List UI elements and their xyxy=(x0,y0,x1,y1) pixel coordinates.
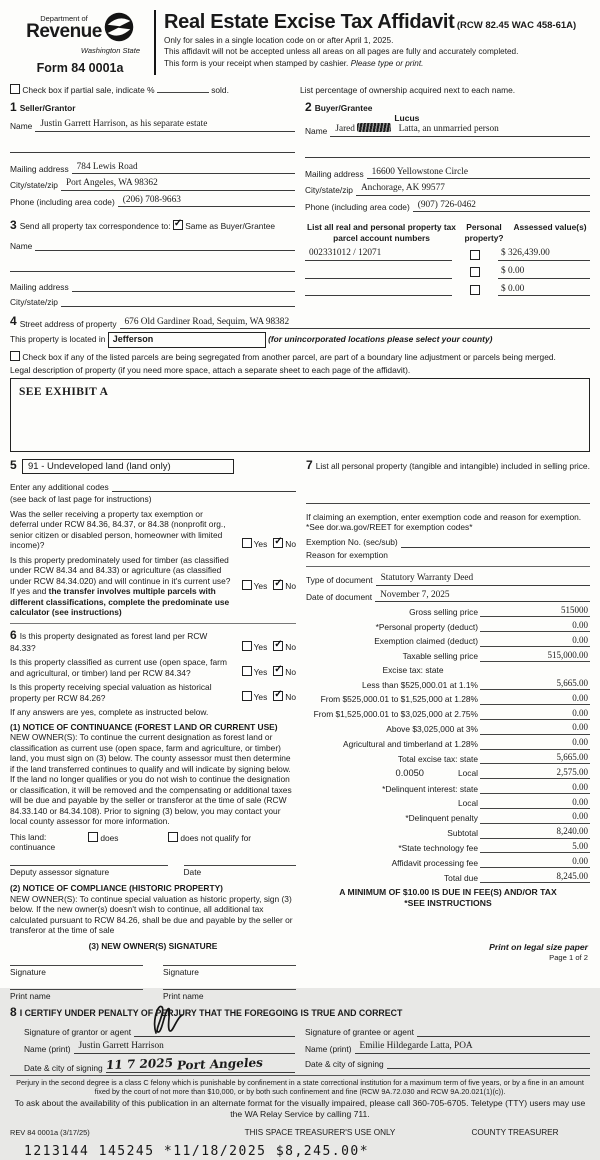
grantor-name-label: Name (print) xyxy=(24,1043,71,1054)
right-column xyxy=(306,458,590,1002)
page-title: Real Estate Excise Tax Affidavit xyxy=(164,11,455,33)
section-2-buyer xyxy=(305,100,590,212)
see-instructions-note: *SEE INSTRUCTIONS xyxy=(404,897,492,908)
parcel-number-field[interactable]: 002331012 / 12071 xyxy=(305,247,452,261)
parcel-2-personal-checkbox[interactable] xyxy=(470,267,480,277)
section-6-number: 6 xyxy=(10,627,17,642)
exemption-no-field[interactable] xyxy=(401,536,590,548)
section-8-number: 8 xyxy=(10,1005,17,1020)
notice2-body: NEW OWNER(S): To continue special valuation as historic property, sign (3) below. If the new owner(s) doesn't wish to continue, all additional tax calculated pursuant to RCW 84.26, shall be due and payable by the seller or transferor at the time of sale xyxy=(10,893,293,936)
segregated-label: Check box if any of the listed parcels are being segregated from another parcel, are part of a boundary line adjustment or parcels being merged. xyxy=(22,351,556,362)
tax-value-field[interactable]: 0.00 xyxy=(480,635,590,647)
tax-value-field[interactable]: 0.00 xyxy=(480,693,590,705)
parcel-row xyxy=(305,247,590,261)
grantor-signature-scribble xyxy=(142,1001,202,1038)
s7-text: List all personal property (tangible and intangible) included in selling price. xyxy=(315,460,590,471)
s6-q2-yes-checkbox[interactable] xyxy=(242,666,252,676)
grantor-date-label: Date & city of signing xyxy=(24,1062,103,1073)
segregated-checkbox[interactable] xyxy=(10,351,20,361)
deputy-date-field[interactable]: Date xyxy=(184,865,297,878)
corr-name2-field[interactable] xyxy=(10,260,295,272)
new-owner-signature-2-field[interactable]: Signature xyxy=(163,965,296,978)
doc-type-field[interactable]: Statutory Warranty Deed xyxy=(376,572,590,586)
header-note-2: This affidavit will not be accepted unless all areas on all pages are fully and accurately completed. xyxy=(164,47,519,57)
notice1-title: (1) NOTICE OF CONTINUANCE (FOREST LAND OR CURRENT USE) xyxy=(10,721,278,732)
grantor-signature-label: Signature of grantor or agent xyxy=(24,1026,132,1037)
tax-row: *Personal property (deduct) 0.00 xyxy=(375,619,588,632)
tax-row: Local 0.00 xyxy=(457,796,588,809)
land-use-code-select[interactable]: 91 - Undeveloped land (land only) xyxy=(22,459,234,475)
seller-phone-label: Phone (including area code) xyxy=(10,196,115,207)
same-as-buyer-label: Same as Buyer/Grantee xyxy=(185,221,276,232)
tty-note: To ask about the availability of this publication in an alternate format for the visually impaired, please call 360-705-6705. Teletype (TTY) users may use the WA Relay Service by calling 711. xyxy=(14,1098,586,1119)
s6-q3-no-checkbox[interactable] xyxy=(273,691,283,701)
buyer-phone-label: Phone (including area code) xyxy=(305,201,410,212)
doc-type-label: Type of document xyxy=(306,575,373,586)
tax-row: Subtotal 8,240.00 xyxy=(447,826,588,839)
street-address-field[interactable]: 676 Old Gardiner Road, Sequim, WA 98382 xyxy=(120,316,590,330)
treasurer-stamp: 1213144 145245 *11/18/2025 $8,245.00* xyxy=(24,1143,370,1159)
new-owner-print-2-field[interactable]: Print name xyxy=(163,989,296,1002)
parcel-3-personal-checkbox[interactable] xyxy=(470,285,480,295)
excise-tax-state-header: Excise tax: state xyxy=(382,664,444,675)
seller-name-field[interactable]: Justin Garrett Harrison, as his separate estate xyxy=(35,118,295,132)
corr-name-field[interactable] xyxy=(35,239,295,251)
buyer-csz-label: City/state/zip xyxy=(305,185,353,196)
county-note: (for unincorporated locations please select your county) xyxy=(268,334,493,345)
rev-number: REV 84 0001a (3/17/25) xyxy=(10,1127,90,1137)
legal-description-box[interactable] xyxy=(10,378,590,452)
page-indicator: Page 1 of 2 xyxy=(549,952,588,962)
section-8-certification xyxy=(10,1005,590,1073)
perjury-statement: Perjury in the second degree is a class C felony which is punishable by confinement in a state correctional institution for a maximum term of five years, or by a fine in an amount fixed by the court of not more than $10,000, or by both such confinement and fine (RCW 9A.72.030 and RCW 9A.20.021(1)(c)). xyxy=(16,1078,584,1097)
parcel-2-value-field[interactable]: $ 0.00 xyxy=(498,265,590,279)
grantee-signature-field[interactable] xyxy=(417,1025,590,1037)
corr-name-label: Name xyxy=(10,240,33,251)
parcel-3-value-field[interactable]: $ 0.00 xyxy=(498,283,590,297)
county-select[interactable]: Jefferson xyxy=(108,332,266,347)
grantee-name-label: Name (print) xyxy=(305,1043,352,1054)
tax-value-field[interactable]: 0.00 xyxy=(480,737,590,749)
grantee-signature-label: Signature of grantee or agent xyxy=(305,1026,414,1037)
tax-value-field[interactable]: 8,240.00 xyxy=(480,826,590,838)
grantor-name-field[interactable]: Justin Garrett Harrison xyxy=(74,1040,295,1054)
certify-statement: I CERTIFY UNDER PENALTY OF PERJURY THAT THE FOREGOING IS TRUE AND CORRECT xyxy=(19,1008,403,1019)
same-as-buyer-checkbox[interactable] xyxy=(173,220,183,230)
buyer-name2-field[interactable] xyxy=(305,146,590,158)
tax-value-field[interactable]: 2,575.00 xyxy=(480,767,590,779)
crossed-out-text xyxy=(357,123,391,132)
seller-name2-field[interactable] xyxy=(10,141,295,153)
legal-description-label: Legal description of property (if you need more space, attach a separate sheet to each page of the affidavit). xyxy=(10,365,411,376)
partial-sale-checkbox[interactable] xyxy=(10,84,20,94)
corr-mailing-label: Mailing address xyxy=(10,281,69,292)
s5-q2-text: Is this property predominately used for timber (as classified under RCW 84.34 and 84.33) or agriculture (as classified under RCW 84.34.020) and will continue in it's current use? If yes and the transfer involves multiple parcels with different classifications, complete the predominate use calculator (see instructions) xyxy=(10,554,231,618)
land-does-not-checkbox[interactable] xyxy=(168,832,178,842)
grantor-date-field[interactable]: 11 7 2025 Port Angeles xyxy=(106,1057,295,1073)
tax-value-field[interactable]: 0.00 xyxy=(480,797,590,809)
s5-q1-yes-checkbox[interactable] xyxy=(242,538,252,548)
seller-mailing-field[interactable]: 784 Lewis Road xyxy=(72,161,295,175)
tax-row: From $1,525,000.01 to $3,025,000 at 2.75% 0.00 xyxy=(313,707,588,720)
tax-row: Exemption claimed (deduct) 0.00 xyxy=(374,634,588,647)
tax-row: Taxable selling price 515,000.00 xyxy=(402,649,588,662)
partial-sold-label: sold. xyxy=(211,84,229,95)
tax-row: Gross selling price 515000 xyxy=(409,605,588,617)
form-header xyxy=(10,8,590,77)
header-note-1: Only for sales in a single location code on or after April 1, 2025. xyxy=(164,36,394,45)
tax-row: *Delinquent interest: state 0.00 xyxy=(382,781,588,794)
dor-swirl-logo-icon xyxy=(104,12,134,45)
washington-state-label: Washington State xyxy=(80,45,140,55)
print-legal-note: Print on legal size paper xyxy=(489,941,588,952)
this-land-label: This land: continuance xyxy=(10,831,56,853)
tax-value-field[interactable]: 0.00 xyxy=(480,782,590,794)
grantee-name-field[interactable]: Emilie Hildegarde Latta, POA xyxy=(355,1040,590,1054)
corr-csz-label: City/state/zip xyxy=(10,296,58,307)
notice2-title: (2) NOTICE OF COMPLIANCE (HISTORIC PROPERTY) xyxy=(10,883,223,894)
located-in-label: This property is located in xyxy=(10,334,106,345)
exemption-note: If claiming an exemption, enter exemption code and reason for exemption. *See dor.wa.gov/REET for exemption codes* xyxy=(306,511,582,533)
s5-q1-text: Was the seller receiving a property tax exemption or deferral under RCW 84.36, 84.37, or 84.38 (nonprofit org., senior citizen or disabled person, homeowner with limited income)? xyxy=(10,508,226,551)
tax-value-field[interactable]: 5.00 xyxy=(480,841,590,853)
tax-value-field[interactable]: 0.00 xyxy=(480,811,590,823)
buyer-mailing-label: Mailing address xyxy=(305,168,364,179)
personal-property-header: Personal property? xyxy=(464,222,504,243)
tax-row: 0.0050 Local 2,575.00 xyxy=(395,766,588,778)
seller-phone-field[interactable]: (206) 708-9663 xyxy=(118,194,295,208)
s5-q2-yes-checkbox[interactable] xyxy=(242,580,252,590)
s6-q2-no-checkbox[interactable] xyxy=(273,666,283,676)
exemption-no-label: Exemption No. (sec/sub) xyxy=(306,537,398,548)
s6-q3-text: Is this property receiving special valuation as historical property per RCW 84.26? xyxy=(10,682,212,703)
left-column: 5 91 - Undeveloped land (land only) Enter any additional codes (see back of last page for instructions) Was the seller receiving a property tax exemption or deferral under RCW 84.36, 84.37, or 84.38 (nonprofit org., senior citizen or disabled person, homeowner with limited income)? Yes ✓ No Is this property predominately used for timber (as classified under RCW 84.34 and 84.33) or agriculture (as classified under RCW 84.34.020) and will continue in it's current use? If yes and the transfer involves multiple parcels with different classifications, complete the predominate use calculator (see instructions) Yes ✓ No 6 Is this property designated as forest land per RCW 84.33? Yes ✓ No Is this property classified as current use (open space, farm and agricultural, or timber) land per RCW 84.34? Yes ✓ No Is this property receiving special valuation as historical property per RCW 84.26? Yes ✓ No If any answers are yes, complete as instructed below. (1) NOTICE OF CONTINUANCE (FOREST LAND OR CURRENT USE) NEW OWNER(S): To continue the current designation as forest land or classification as current use (open space, farm and agriculture, or timber) land, you must sign on (3) below. The county assessor must then determine if the land transferred continues to qualify and will indicate by signing below. If the land no longer qualifies or you do not wish to continue the designation or classification, it will be removed and the compensating or additional taxes will be due and payable by the seller or transferor at the time of sale (RCW 84.33.140 or 84.34.108). Prior to signing (3) below, you may contact your local county assessor for more information. This land: continuance does does not qualify for Deputy assessor signature Date (2) NOTICE OF COMPLIANCE (HISTORIC PROPERTY) NEW OWNER(S): To continue special valuation as historic property, sign (3) below. If the new owner(s) doesn't wish to continue, all additional tax calculated pursuant to RCW 84.26, shall be due and payable by the seller or transferor at the time of sale (3) NEW OWNER(S) SIGNATURE Signature Signature Print name Print name xyxy=(10,458,296,1002)
section-1-number: 1 xyxy=(10,100,17,114)
ownership-percent-note: List percentage of ownership acquired next to each name. xyxy=(300,84,516,95)
parcel-1-value-field[interactable]: $ 326,439.00 xyxy=(498,247,590,261)
rcw-citation: (RCW 82.45 WAC 458-61A) xyxy=(456,20,577,31)
notice1-body: NEW OWNER(S): To continue the current designation as forest land or classification as current use (open space, farm and agriculture, or timber) land, you must sign on (3) below. The county assessor must then determine if the land transferred continues to qualify and will indicate by signing below. If the land no longer qualifies or you do not wish to continue the designation or classification, it will be removed and the compensating or additional taxes will be due and payable by the seller or transferor at the time of sale (RCW 84.33.140 or 84.34.108). Prior to signing (3) below, you may contact your local county assessor for more information. xyxy=(10,732,292,827)
doc-date-field[interactable]: November 7, 2025 xyxy=(375,589,590,603)
parcel-table xyxy=(305,218,590,307)
parcel-number-field[interactable] xyxy=(305,265,452,279)
see-back-note: (see back of last page for instructions) xyxy=(10,494,152,505)
s6-q1-yes-checkbox[interactable] xyxy=(242,641,252,651)
corr-mailing-field[interactable] xyxy=(72,280,295,292)
s6-q1-no-checkbox[interactable] xyxy=(273,641,283,651)
tax-value-field[interactable]: 8,245.00 xyxy=(480,871,590,883)
tax-row: Affidavit processing fee 0.00 xyxy=(391,856,588,868)
seller-name-label: Name xyxy=(10,121,33,132)
s6-q2-text: Is this property classified as current use (open space, farm and agricultural, or timber) land per RCW 84.34? xyxy=(10,657,227,678)
seller-csz-field[interactable]: Port Angeles, WA 98362 xyxy=(61,177,295,191)
form-number: Form 84 0001a xyxy=(36,60,124,75)
street-address-label: Street address of property xyxy=(19,318,117,329)
land-qualify-row: This land: continuance does does not qualify for xyxy=(10,831,252,853)
tax-value-field[interactable]: 515,000.00 xyxy=(480,650,590,662)
partial-sale-row xyxy=(10,84,229,96)
grantee-date-label: Date & city of signing xyxy=(305,1058,384,1069)
seller-csz-label: City/state/zip xyxy=(10,180,58,191)
new-owner-print-1-field[interactable]: Print name xyxy=(10,989,143,1002)
partial-percent-field[interactable] xyxy=(157,92,209,93)
buyer-mailing-field[interactable]: 16600 Yellowstone Circle xyxy=(367,166,590,180)
tax-value-field[interactable]: 0.00 xyxy=(480,620,590,632)
seller-heading: Seller/Grantor xyxy=(19,103,76,113)
minimum-due-note: A MINIMUM OF $10.00 IS DUE IN FEE(S) AND/OR TAX xyxy=(339,887,557,898)
parcel-row xyxy=(305,283,590,297)
section-6: 6 Is this property designated as forest land per RCW 84.33? Yes ✓ No Is this property classified as current use (open space, farm and agricultural, or timber) land per RCW 84.34? Yes ✓ No Is this property receiving special valuation as historical property per RCW 84.26? Yes ✓ No If any answers are yes, complete as instructed below. (1) NOTICE OF CONTINUANCE (FOREST LAND OR CURRENT USE) NEW OWNER(S): To continue the current designation as forest land or classification as current use (open space, farm and agriculture, or timber) land, you must sign on (3) below. The county assessor must then determine if the land transferred continues to qualify and will indicate by signing below. If the land no longer qualifies or you do not wish to continue the designation or classification, it will be removed and the compensating or additional taxes will be due and payable by the seller or transferor at the time of sale (RCW 84.33.140 or 84.34.108). Prior to signing (3) below, you may contact your local county assessor for more information. This land: continuance does does not qualify for Deputy assessor signature Date (2) NOTICE OF COMPLIANCE (HISTORIC PROPERTY) NEW OWNER(S): To continue special valuation as historic property, sign (3) below. If the new owner(s) doesn't wish to continue, all additional tax calculated pursuant to RCW 84.26, shall be due and payable by the seller or transferor at the time of sale (3) NEW OWNER(S) SIGNATURE Signature Signature Print name Print name xyxy=(10,623,296,1002)
tax-row: Agricultural and timberland at 1.28% 0.00 xyxy=(342,737,588,749)
buyer-phone-field[interactable]: (907) 726-0462 xyxy=(413,199,590,213)
buyer-name-field[interactable]: Lucus Jared Latta, an unmarried person xyxy=(330,123,590,137)
section-3-correspondence xyxy=(10,218,295,307)
legal-description-value: SEE EXHIBIT A xyxy=(19,385,109,398)
seller-mailing-label: Mailing address xyxy=(10,163,69,174)
reason-exemption-label: Reason for exemption xyxy=(306,549,388,560)
new-owner-signature-1-field[interactable]: Signature xyxy=(10,965,143,978)
section-7-number: 7 xyxy=(306,457,313,472)
correspondence-label: Send all property tax correspondence to: xyxy=(19,221,171,232)
section-1-seller xyxy=(10,100,295,212)
assessed-values-header: Assessed value(s) xyxy=(513,222,587,233)
section-4-number: 4 xyxy=(10,314,17,329)
s6-note: If any answers are yes, complete as instructed below. xyxy=(10,707,209,718)
section-3-number: 3 xyxy=(10,218,17,233)
additional-codes-label: Enter any additional codes xyxy=(10,481,109,492)
buyer-name-label: Name xyxy=(305,126,328,137)
tax-row: Above $3,025,000 at 3% 0.00 xyxy=(386,722,588,735)
parcel-1-personal-checkbox[interactable] xyxy=(470,250,480,260)
partial-sale-label: Check box if partial sale, indicate % xyxy=(22,84,155,95)
corr-csz-field[interactable] xyxy=(61,295,295,307)
handwritten-correction: Lucus xyxy=(394,113,420,123)
tax-value-field[interactable]: 0.00 xyxy=(480,722,590,734)
tax-row: Less than $525,000.01 at 1.1% 5,665.00 xyxy=(362,677,588,690)
s5-q2-no-checkbox[interactable] xyxy=(273,580,283,590)
buyer-csz-field[interactable]: Anchorage, AK 99577 xyxy=(356,182,590,196)
s5-q1-no-checkbox[interactable] xyxy=(273,538,283,548)
revenue-wordmark: Revenue xyxy=(26,21,102,43)
s6-q3-yes-checkbox[interactable] xyxy=(242,691,252,701)
section-5-number: 5 xyxy=(10,457,17,472)
dept-of-label: Department of xyxy=(40,14,88,23)
tax-value-field[interactable]: 5,665.00 xyxy=(480,752,590,764)
header-note-3: This form is your receipt when stamped by cashier. Please type or print. xyxy=(164,58,424,68)
parcel-row xyxy=(305,265,590,279)
personal-property-list-field[interactable] xyxy=(306,473,590,504)
header-divider xyxy=(154,10,156,75)
tax-row: From $525,000.01 to $1,525,000 at 1.28% 0.00 xyxy=(320,692,588,705)
deputy-assessor-signature-field[interactable]: Deputy assessor signature xyxy=(10,865,168,878)
land-does-checkbox[interactable] xyxy=(88,832,98,842)
grantee-date-field[interactable] xyxy=(387,1057,590,1069)
parcel-numbers-header: List all real and personal property tax parcel account numbers xyxy=(307,222,456,243)
section-2-number: 2 xyxy=(305,100,312,114)
dor-logo-block xyxy=(10,8,150,77)
buyer-heading: Buyer/Grantee xyxy=(314,103,373,113)
tax-value-field[interactable]: 0.00 xyxy=(480,708,590,720)
additional-codes-field[interactable] xyxy=(112,480,296,492)
tax-row: Total due 8,245.00 xyxy=(444,870,588,883)
tax-value-field[interactable]: 0.00 xyxy=(480,856,590,868)
tax-value-field[interactable]: 5,665.00 xyxy=(480,678,590,690)
treasurer-use-label: THIS SPACE TREASURER'S USE ONLY xyxy=(244,1127,396,1137)
tax-value-field[interactable]: 515000 xyxy=(480,605,590,617)
section-4-property xyxy=(10,314,590,451)
parcel-number-field[interactable] xyxy=(305,283,452,297)
county-treasurer-label: COUNTY TREASURER xyxy=(471,1127,559,1137)
s6-q1-text: Is this property designated as forest land per RCW 84.33? xyxy=(10,630,208,653)
tax-row: *State technology fee 5.00 xyxy=(398,841,588,853)
tax-row: Total excise tax: state 5,665.00 xyxy=(397,752,588,764)
doc-date-label: Date of document xyxy=(306,591,373,602)
new-owners-signature-title: (3) NEW OWNER(S) SIGNATURE xyxy=(88,940,218,951)
tax-row: *Delinquent penalty 0.00 xyxy=(405,811,588,824)
